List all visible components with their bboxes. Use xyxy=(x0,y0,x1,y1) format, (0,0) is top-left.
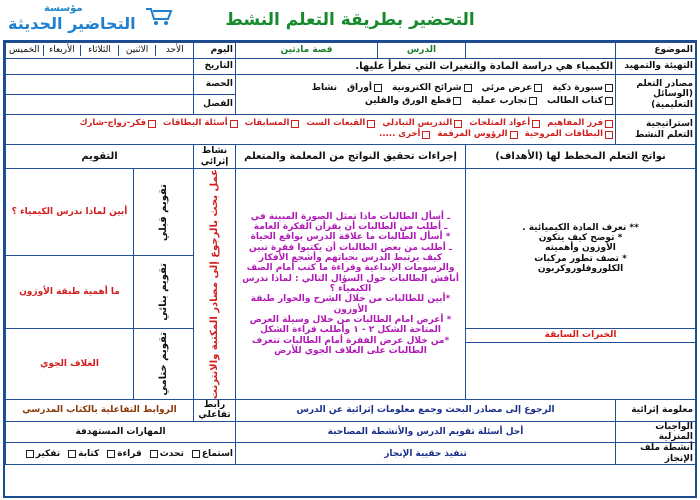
checkbox-icon xyxy=(454,120,462,128)
goal-item: ** تعرف المادة الكيميائية . xyxy=(522,222,639,233)
eval-formative-text: ما أهمية طبقة الأوزون xyxy=(6,256,134,329)
cart-icon xyxy=(144,6,174,26)
checkbox-icon xyxy=(605,131,613,139)
logo-name: التحاضير الحديثة xyxy=(8,14,136,33)
lesson-value[interactable]: قصة مادتين xyxy=(236,43,378,59)
lesson-plan-table xyxy=(5,42,696,465)
goals-header: نواتج التعلم المخطط لها (الأهداف) xyxy=(466,145,696,169)
strategy-other[interactable]: أخرى ..... xyxy=(379,130,430,140)
eval-pre-type: تقويم قبلي xyxy=(134,169,194,256)
strategy-reciprocal[interactable]: التدريس التبادلي xyxy=(382,119,462,129)
procedures-cell xyxy=(236,169,466,400)
skill-thinking[interactable]: تفكير xyxy=(26,449,60,459)
skill-reading[interactable]: قراءة xyxy=(107,449,142,459)
procedure-item: *من خلال عرض الفقرة أمام الطالبات تتعرف الطالبات على الغلاف الجوي للأرض xyxy=(251,335,450,357)
info-value[interactable]: الرجوع إلى مصادر البحث وجمع معلومات إثرائية عن الدرس xyxy=(236,400,616,422)
goal-item: الأوزون وأهميته xyxy=(545,243,616,254)
checkbox-icon xyxy=(150,450,158,458)
procedure-item: ـ أطلب من الطالبات أن يقرأن الفكرة العامة xyxy=(253,221,448,232)
option-activity[interactable]: نشاط xyxy=(311,83,337,94)
procedures-header: إجراءات تحقيق النواتج من المعلمة والمتعلم xyxy=(236,145,466,169)
intro-value[interactable]: الكيمياء هي دراسة المادة والتغيرات التي تطرأ عليها. xyxy=(236,59,616,75)
option-visual-display[interactable]: عرض مرئي xyxy=(482,83,543,93)
procedure-item: ـ أسأل الطالبات ماذا تمثل الصورة المبينة في xyxy=(250,211,451,222)
strategy-concept-sort[interactable]: فرز المفاهيم xyxy=(547,119,613,129)
day-tuesday: الثلاثاء xyxy=(80,45,118,55)
option-slides[interactable]: شرائح الكترونية xyxy=(392,83,472,93)
portfolio-value[interactable]: تنفيذ حقيبة الإنجاز xyxy=(236,443,616,465)
page-title: التحضير بطريقة التعلم النشط xyxy=(225,10,475,30)
skill-listening[interactable]: استماع xyxy=(192,449,233,459)
skill-speaking[interactable]: تحدث xyxy=(150,449,184,459)
day-thursday: الخميس xyxy=(9,45,40,56)
subject-value[interactable] xyxy=(466,43,616,59)
checkbox-icon xyxy=(291,120,299,128)
procedure-item: * أسأل الطالبات ما علاقة الدرس بواقع الحياة xyxy=(250,232,451,243)
skills-options xyxy=(6,443,236,465)
checkbox-icon xyxy=(464,84,472,92)
checkbox-icon xyxy=(534,84,542,92)
prior-experience-label: الخبرات السابقة xyxy=(466,329,695,342)
period-cells[interactable] xyxy=(6,75,194,95)
class-label: الفصل xyxy=(194,95,236,115)
link-value[interactable]: الروابط التفاعلية بالكتاب المدرسي xyxy=(6,400,194,422)
date-cells[interactable] xyxy=(6,59,194,75)
strategy-fan-cards[interactable]: البطاقات المروحية xyxy=(525,130,613,140)
strategies-label: استراتيجية التعلم النشط xyxy=(616,115,696,145)
enrichment-cell xyxy=(194,169,236,400)
checkbox-icon xyxy=(26,450,34,458)
day-label: اليوم xyxy=(194,43,236,59)
logo-subtitle: مؤسسة xyxy=(44,3,83,14)
procedure-item: *أبين للطالبات من خلال الشرح والحوار طبقة الأوزون xyxy=(250,294,451,315)
date-label: التاريخ xyxy=(194,59,236,75)
checkbox-icon xyxy=(230,120,238,128)
strategy-competitions[interactable]: المسابقات xyxy=(245,119,300,129)
checkbox-icon xyxy=(367,120,375,128)
class-cells[interactable] xyxy=(6,95,194,115)
intro-label: التهيئة والتمهيد xyxy=(616,59,696,75)
eval-pre-text: أبين لماذا ندرس الكيمياء ؟ xyxy=(6,169,134,256)
portfolio-label: أنشطة ملف الإنجاز xyxy=(616,443,696,465)
goal-item: الكلوروفلوروكربون xyxy=(537,264,624,275)
goals-cell xyxy=(466,169,696,329)
procedure-item: ـ أطلب من بعض الطالبات أن يكتبوا فقرة تبين كيف يرتبط الدرس بحياتهم وأشجع الأفكار والرسومات الإبداعية وقراءة ما كتب أمام الصف xyxy=(246,242,455,274)
goal-item: * توضح كيف يتكون xyxy=(538,233,623,244)
enrichment-text: عمل بحث بالرجوع إلى مصادر المكتبة والانترنت xyxy=(208,169,220,400)
option-paper-cork[interactable]: قطع الورق والفلين xyxy=(365,96,461,106)
eval-formative-type: تقويم بنائي xyxy=(134,256,194,329)
option-papers[interactable]: أوراق xyxy=(347,83,382,93)
strategies-options xyxy=(6,115,616,145)
skill-writing[interactable]: كتابة xyxy=(68,449,99,459)
checkbox-icon xyxy=(510,131,518,139)
checkbox-icon xyxy=(529,97,537,105)
checkbox-icon xyxy=(605,97,613,105)
info-label: معلومة إثرائية xyxy=(616,400,696,422)
resources-options xyxy=(236,75,616,115)
period-label: الحصة xyxy=(194,75,236,95)
eval-summative-type: تقويم ختامي xyxy=(134,329,194,400)
procedure-item: أناقش الطالبات حول السؤال التالي : لماذا ندرس الكيمياء ؟ xyxy=(242,273,459,295)
checkbox-icon xyxy=(532,120,540,128)
strategy-card-questions[interactable]: أسئلة البطاقات xyxy=(163,119,238,129)
day-wednesday: الأربعاء xyxy=(43,45,81,55)
checkbox-icon xyxy=(453,97,461,105)
checkbox-icon xyxy=(192,450,200,458)
checkbox-icon xyxy=(107,450,115,458)
option-experiments[interactable]: تجارب عملية xyxy=(471,96,537,106)
strategy-popsicle-sticks[interactable]: أعواد المثلجات xyxy=(469,119,540,129)
goal-item: * تصف تطور مركبات xyxy=(534,253,627,264)
day-monday: الاثنين xyxy=(118,45,156,55)
checkbox-icon xyxy=(605,84,613,92)
lesson-label: الدرس xyxy=(378,43,466,59)
strategy-think-pair-share[interactable]: فكر-زواج-شارك xyxy=(80,119,156,129)
option-student-book[interactable]: كتاب الطالب xyxy=(547,96,613,106)
option-smart-board[interactable]: سبورة ذكية xyxy=(552,83,613,93)
checkbox-icon xyxy=(148,120,156,128)
checkbox-icon xyxy=(605,120,613,128)
enrichment-header: نشاط إثرائي xyxy=(194,145,236,169)
skills-label: المهارات المستهدفة xyxy=(6,421,236,443)
homework-value[interactable]: أحل أسئلة تقويم الدرس والأنشطة المصاحبة xyxy=(236,421,616,443)
checkbox-icon xyxy=(374,84,382,92)
days-row xyxy=(6,43,194,59)
homework-label: الواجبات المنزلية xyxy=(616,421,696,443)
strategy-six-hats[interactable]: القبعات الست xyxy=(306,119,375,129)
day-sunday: الأحد xyxy=(155,45,193,55)
evaluation-header: التقويم xyxy=(6,145,194,169)
checkbox-icon xyxy=(68,450,76,458)
eval-summative-text: الغلاف الجوي xyxy=(6,329,134,400)
subject-label: الموضوع xyxy=(616,43,696,59)
logo xyxy=(4,2,176,40)
checkbox-icon xyxy=(422,131,430,139)
strategy-numbered-heads[interactable]: الرؤوس المرقمة xyxy=(437,130,517,140)
procedure-item: * أعرض امام الطالبات من خلال وسيلة العرض المتاحة الشكل ٢ - ١ وأطلب قراءة الشكل xyxy=(249,315,452,336)
link-label: رابط تفاعلي xyxy=(194,400,236,422)
prior-experience-cell[interactable] xyxy=(466,329,696,400)
resources-label: مصادر التعلم (الوسائل التعليمية) xyxy=(616,75,696,115)
